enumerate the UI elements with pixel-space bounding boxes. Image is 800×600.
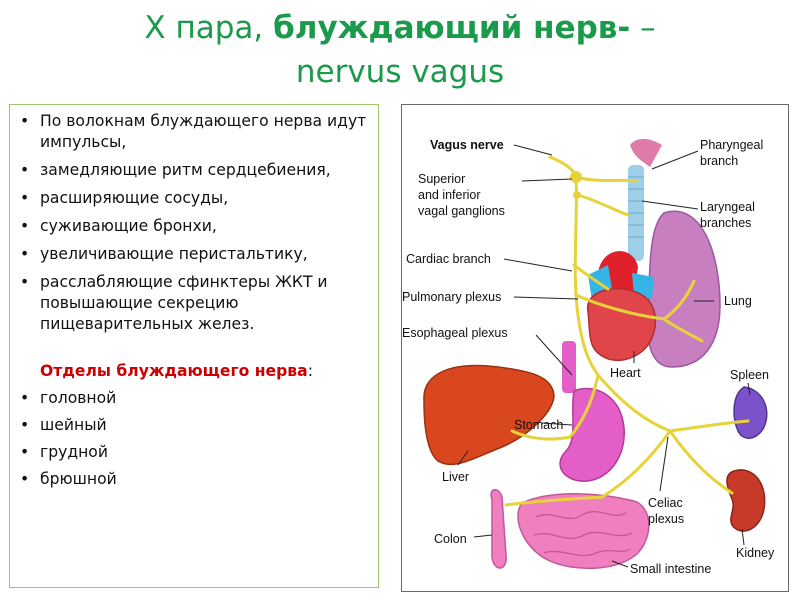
label-pulmonary: Pulmonary plexus — [402, 290, 502, 304]
list-item: • замедляющие ритм сердцебиения, — [16, 160, 374, 181]
pharynx-shape — [630, 139, 662, 167]
label-celiac-2: plexus — [648, 512, 685, 526]
label-heart: Heart — [610, 366, 641, 380]
colon-shape — [491, 490, 506, 568]
label-colon: Colon — [434, 532, 467, 546]
label-ganglia-2: and inferior — [418, 188, 481, 202]
label-kidney: Kidney — [736, 546, 775, 560]
list-item: • шейный — [16, 415, 374, 436]
list-item: • головной — [16, 388, 374, 409]
list-item: • брюшной — [16, 469, 374, 490]
list-item: • грудной — [16, 442, 374, 463]
list-item: • суживающие бронхи, — [16, 216, 374, 237]
label-celiac-1: Celiac — [648, 496, 683, 510]
stomach-shape — [560, 389, 624, 482]
list-item: • увеличивающие перистальтику, — [16, 244, 374, 265]
label-spleen: Spleen — [730, 368, 769, 382]
lung-shape — [648, 211, 720, 367]
label-esophageal: Esophageal plexus — [402, 326, 508, 340]
label-ganglia-1: Superior — [418, 172, 466, 186]
small-intestine-shape — [518, 494, 649, 569]
impulse-list — [16, 111, 374, 335]
vagus-nerve-illustration — [401, 104, 789, 592]
title-line2: nervus vagus — [295, 54, 505, 90]
section-colon: : — [307, 362, 313, 380]
label-cardiac: Cardiac branch — [406, 252, 491, 266]
title-part1: X пара, — [144, 10, 274, 46]
label-stomach: Stomach — [514, 418, 564, 432]
label-ganglia-3: vagal ganglions — [418, 204, 505, 218]
liver-shape — [424, 365, 554, 464]
heart-shape — [588, 289, 656, 361]
ganglion-node-lower — [573, 191, 581, 199]
section-label: Отделы блуждающего нерва — [40, 362, 308, 380]
list-item: • По волокнам блуждающего нерва идут импульсы, — [16, 111, 374, 153]
label-vagus-nerve: Vagus nerve — [430, 138, 504, 152]
department-list — [16, 388, 374, 490]
list-item: • расслабляющие сфинктеры ЖКТ и повышающие секрецию пищеварительных желез. — [16, 272, 374, 335]
esophagus-shape — [562, 341, 576, 393]
label-lung: Lung — [724, 294, 752, 308]
label-small-intestine: Small intestine — [630, 562, 712, 576]
title-bold: блуждающий нерв- — [273, 10, 631, 46]
kidney-shape — [727, 470, 765, 531]
page-title — [0, 6, 800, 94]
title-part2: – — [630, 10, 656, 46]
ganglion-node — [570, 171, 582, 183]
anatomy-svg — [402, 105, 790, 593]
label-pharyngeal-2: branch — [700, 154, 739, 168]
label-pharyngeal-1: Pharyngeal — [700, 138, 764, 152]
label-liver: Liver — [442, 470, 470, 484]
text-panel — [9, 104, 379, 588]
section-heading — [40, 361, 374, 382]
label-laryngeal-2: branches — [700, 216, 752, 230]
label-laryngeal-1: Laryngeal — [700, 200, 755, 214]
list-item: • расширяющие сосуды, — [16, 188, 374, 209]
